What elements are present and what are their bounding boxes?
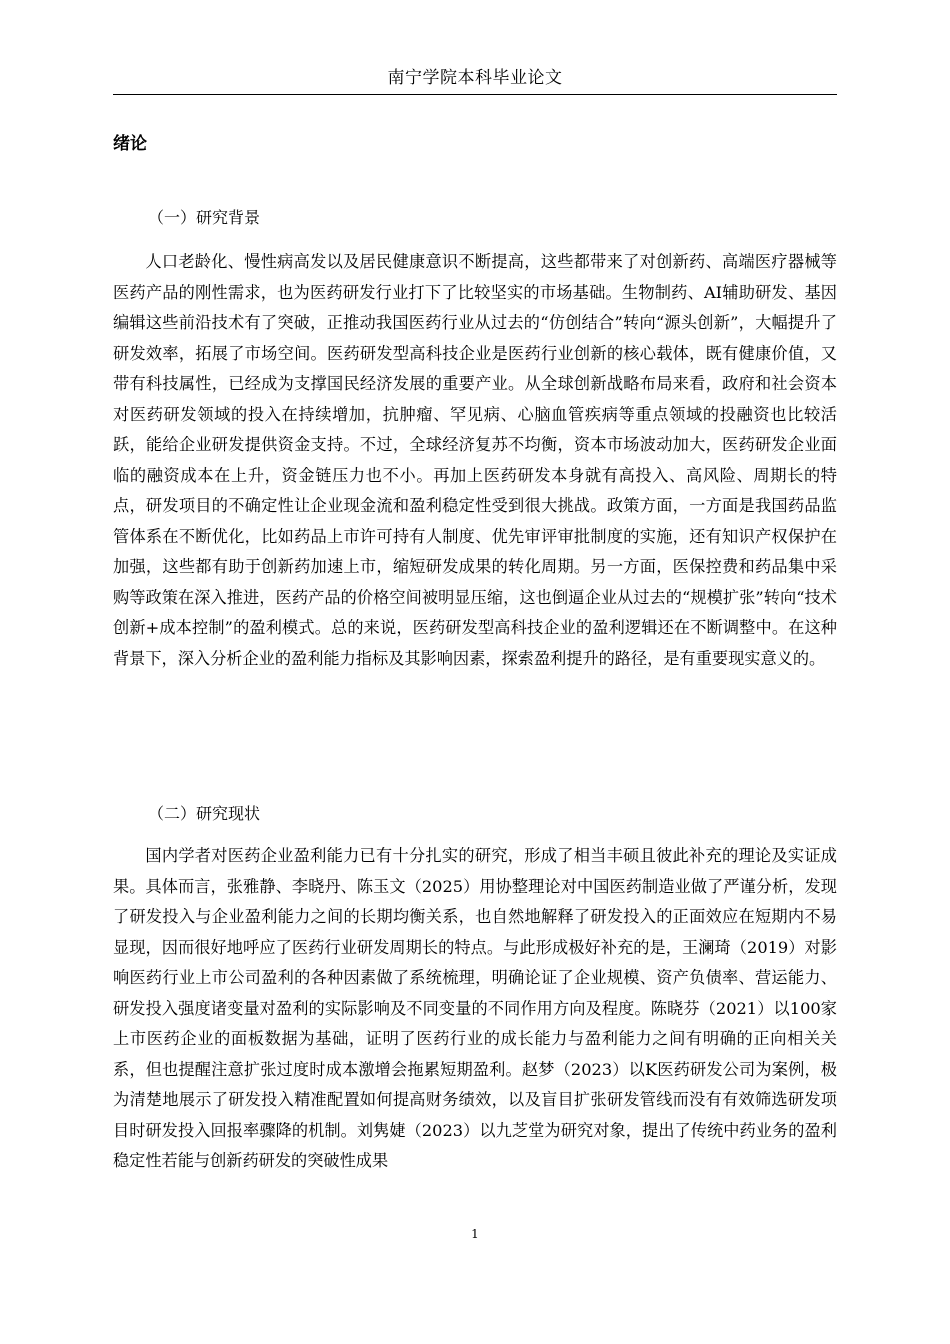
page-number: 1 bbox=[471, 1227, 479, 1241]
section-heading-background: （一）研究背景 bbox=[148, 208, 261, 227]
chapter-title: 绪论 bbox=[113, 134, 147, 154]
paragraph-status: 国内学者对医药企业盈利能力已有十分扎实的研究，形成了相当丰硕且彼此补充的理论及实证成果。具体而言，张雅静、李晓丹、陈玉文（2025）用协整理论对中国医药制造业做了严谨分析，发现了研发投入与企业盈利能力之间的长期均衡关系，也自然地解释了研发投入的正面效应在短期内不易显现，因而很好地呼应了医药行业研发周期长的特点。与此形成极好补充的是，王澜琦（2019）对影响医药行业上市公司盈利的各种因素做了系统梳理，明确论证了企业规模、资产负债率、营运能力、研发投入强度诸变量对盈利的实际影响及不同变量的不同作用方向及程度。陈晓芬（2021）以100家上市医药企业的面板数据为基础，证明了医药行业的成长能力与盈利能力之间有明确的正向相关关系，但也提醒注意扩张过度时成本激增会拖累短期盈利。赵梦（2023）以K医药研发公司为案例，极为清楚地展示了研发投入精准配置如何提高财务绩效，以及盲目扩张研发管线而没有有效筛选研发项目时研发投入回报率骤降的机制。刘隽婕（2023）以九芝堂为研究对象，提出了传统中药业务的盈利稳定性若能与创新药研发的突破性成果 bbox=[113, 846, 837, 1170]
section-heading-status: （二）研究现状 bbox=[148, 804, 261, 823]
running-header: 南宁学院本科毕业论文 bbox=[387, 68, 563, 88]
paragraph-background: 人口老龄化、慢性病高发以及居民健康意识不断提高，这些都带来了对创新药、高端医疗器械等医药产品的刚性需求，也为医药研发行业打下了比较坚实的市场基础。生物制药、AI辅助研发、基因编辑这些前沿技术有了突破，正推动我国医药行业从过去的“仿创结合”转向“源头创新”，大幅提升了研发效率，拓展了市场空间。医药研发型高科技企业是医药行业创新的核心载体，既有健康价值，又带有科技属性，已经成为支撑国民经济发展的重要产业。从全球创新战略布局来看，政府和社会资本对医药研发领域的投入在持续增加，抗肿瘤、罕见病、心脑血管疾病等重点领域的投融资也比较活跃，能给企业研发提供资金支持。不过，全球经济复苏不均衡，资本市场波动加大，医药研发企业面临的融资成本在上升，资金链压力也不小。再加上医药研发本身就有高投入、高风险、周期长的特点，研发项目的不确定性让企业现金流和盈利稳定性受到很大挑战。政策方面，一方面是我国药品监管体系在不断优化，比如药品上市许可持有人制度、优先审评审批制度的实施，还有知识产权保护在加强，这些都有助于创新药加速上市，缩短研发成果的转化周期。另一方面，医保控费和药品集中采购等政策在深入推进，医药产品的价格空间被明显压缩，这也倒逼企业从过去的“规模扩张”转向“技术创新+成本控制”的盈利模式。总的来说，医药研发型高科技企业的盈利逻辑还在不断调整中。在这种背景下，深入分析企业的盈利能力指标及其影响因素，探索盈利提升的路径，是有重要现实意义的。 bbox=[113, 252, 837, 668]
header-rule bbox=[113, 94, 837, 95]
